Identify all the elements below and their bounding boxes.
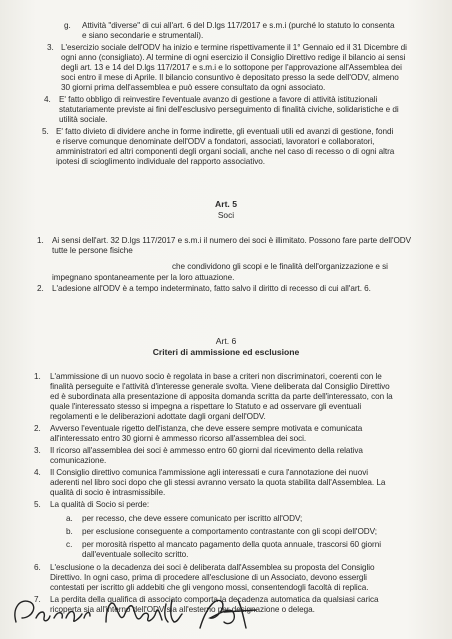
para-5-line-4: ipotesi di scioglimento individuale del rapporto associativo. <box>56 157 266 166</box>
para-4-line-3: utilità sociale. <box>59 115 108 124</box>
art6-item-7-line-1: La perdita della qualifica di associato comporta la decadenza automatica da qualsiasi carica <box>50 595 379 604</box>
para-5-number: 5. <box>42 127 49 136</box>
art6-item-6-line-3: contestati per iscritto gli addebiti che gli vengono mossi, consentendogli facoltà di replica. <box>50 583 369 592</box>
art6-item-1-line-1: L'ammissione di un nuovo socio è regolata in base a criteri non discriminatori, coerenti con le <box>50 372 382 381</box>
art6-item-6-number: 6. <box>34 563 41 572</box>
art6-item-3-line-1: Il ricorso all'assemblea dei soci è ammesso entro 60 giorni dal ricevimento della relativa <box>50 446 363 455</box>
art5-para-2-number: 2. <box>37 284 44 293</box>
art6-sub-item-1-line-1: per recesso, che deve essere comunicato per iscritto all'ODV; <box>82 514 303 523</box>
para-4-line-2: statutariamente previste ai fini dell'esclusivo perseguimento di finalità civiche, solidaristiche e di <box>59 105 399 114</box>
art6-item-2-line-1: Avverso l'eventuale rigetto dell'istanza, che deve essere sempre motivata e comunicata <box>50 424 363 433</box>
para-3-line-3: degli art. 13 e 14 del D.lgs 117/2017 e s.m.i e lo sottopone per l'approvazione all'Assemblea dei <box>61 63 402 72</box>
art6-item-5-line-1: La qualità di Socio si perde: <box>50 500 150 509</box>
art6-sub-item-2-marker: b. <box>66 527 73 536</box>
art6-sub-item-3-marker: c. <box>66 540 73 549</box>
art6-item-7-line-2: ricoperta sia all'interno dell'ODV sia all'esterno per designazione o delega. <box>50 605 315 614</box>
item-g-marker: g. <box>64 21 71 30</box>
art6-item-1-line-5: regolamenti e le deliberazioni adottate dagli organi dell'ODV. <box>50 412 266 421</box>
item-g-line-1: Attività "diverse" di cui all'art. 6 del D.lgs 117/2017 e s.m.i (purché lo statuto lo consenta <box>82 21 395 30</box>
art5-para-1-number: 1. <box>37 236 44 245</box>
item-g-line-2: e siano secondarie e strumentali). <box>82 31 204 40</box>
para-5-line-3: amministratori ed altri componenti degli organi sociali, anche nel caso di recesso o di ogni altra <box>56 147 395 156</box>
art5-para-1-line-2: tutte le persone fisiche <box>52 246 133 255</box>
art6-item-4-line-2: aderenti nel libro soci dopo che gli stessi avranno versato la quota stabilita dall'Assemblea. La <box>50 478 386 487</box>
art6-sub-item-2-line-1: per esclusione conseguente a comportamento contrastante con gli scopi dell'ODV; <box>82 527 377 536</box>
para-3-line-4: soci entro il mese di Aprile. Il bilancio consuntivo è depositato presso la sede dell'ODV, almeno <box>61 73 399 82</box>
art5-title: Art. 5 <box>215 199 237 209</box>
para-3-line-2: ogni anno (consigliato). Al termine di ogni esercizio il Consiglio Direttivo redige il bilancio ai sensi <box>61 53 406 62</box>
signature-scribble <box>10 588 310 633</box>
art5-para-1-line-3: che condividono gli scopi e le finalità dell'organizzazione e si <box>172 262 388 271</box>
art5-para-2-line-1: L'adesione all'ODV è a tempo indeterminato, fatto salvo il diritto di recesso di cui all'art. 6. <box>52 284 371 293</box>
art6-item-6-line-2: Direttivo. In ogni caso, prima di procedere all'esclusione di un Associato, devono essergli <box>50 573 367 582</box>
para-5-line-2: e riserve comunque denominate dell'ODV a fondatori, associati, lavoratori e collaboratori, <box>56 137 375 146</box>
art6-item-3-number: 3. <box>34 446 41 455</box>
art6-subtitle: Criteri di ammissione ed esclusione <box>152 347 300 357</box>
art6-sub-item-1-marker: a. <box>66 514 73 523</box>
para-3-number: 3. <box>47 43 54 52</box>
art6-sub-item-3-line-2: dall'eventuale sollecito scritto. <box>82 550 189 559</box>
art6-item-3-line-2: comunicazione. <box>50 456 107 465</box>
art6-item-1-line-2: finalità perseguite e l'attività d'interesse generale svolta. Viene deliberata dal Consiglio Direttivo <box>50 382 390 391</box>
art6-item-1-number: 1. <box>34 372 41 381</box>
art6-item-4-number: 4. <box>34 468 41 477</box>
art6-item-1-line-3: ed è subordinata alla presentazione di apposita domanda scritta da parte dell'interessato, con la <box>50 392 393 401</box>
art6-sub-item-3-line-1: per morosità rispetto al mancato pagamento della quota annuale, trascorsi 60 giorni <box>82 540 381 549</box>
art6-item-7-number: 7. <box>34 595 41 604</box>
para-4-line-1: E' fatto obbligo di reinvestire l'eventuale avanzo di gestione a favore di attività istituzionali <box>59 95 378 104</box>
art6-item-5-number: 5. <box>34 500 41 509</box>
art6-item-4-line-3: qualità di socio è intrasmissibile. <box>50 488 166 497</box>
para-4-number: 4. <box>44 95 51 104</box>
art6-item-4-line-1: Il Consiglio direttivo comunica l'ammissione agli interessati e cura l'annotazione dei nuovi <box>50 468 369 477</box>
art6-item-6-line-1: L'esclusione o la decadenza dei soci è deliberata dall'Assemblea su proposta del Consiglio <box>50 563 375 572</box>
art5-subtitle: Soci <box>217 210 235 220</box>
art6-item-2-line-2: all'interessato entro 30 giorni è ammesso ricorso all'assemblea dei soci. <box>50 434 307 443</box>
para-3-line-1: L'esercizio sociale dell'ODV ha inizio e termine rispettivamente il 1° Gennaio ed il 31 Dicembre di <box>61 43 407 52</box>
para-3-line-5: 30 giorni prima dell'assemblea e può essere consultato da ogni associato. <box>61 83 326 92</box>
art6-item-1-line-4: quale l'interessato stesso si impegna a rispettare lo Statuto e ad osservare gli eventuali <box>50 402 362 411</box>
art5-para-1-line-4: impegnano spontaneamente per la loro attuazione. <box>52 273 235 282</box>
art5-para-1-line-1: Ai sensi dell'art. 32 D.lgs 117/2017 e s.m.i il numero dei soci è illimitato. Possono fare parte dell'ODV <box>52 236 412 245</box>
art6-title: Art. 6 <box>215 336 237 346</box>
art6-item-2-number: 2. <box>34 424 41 433</box>
para-5-line-1: E' fatto divieto di dividere anche in forme indirette, gli eventuali utili ed avanzi di gestione, fondi <box>56 127 394 136</box>
